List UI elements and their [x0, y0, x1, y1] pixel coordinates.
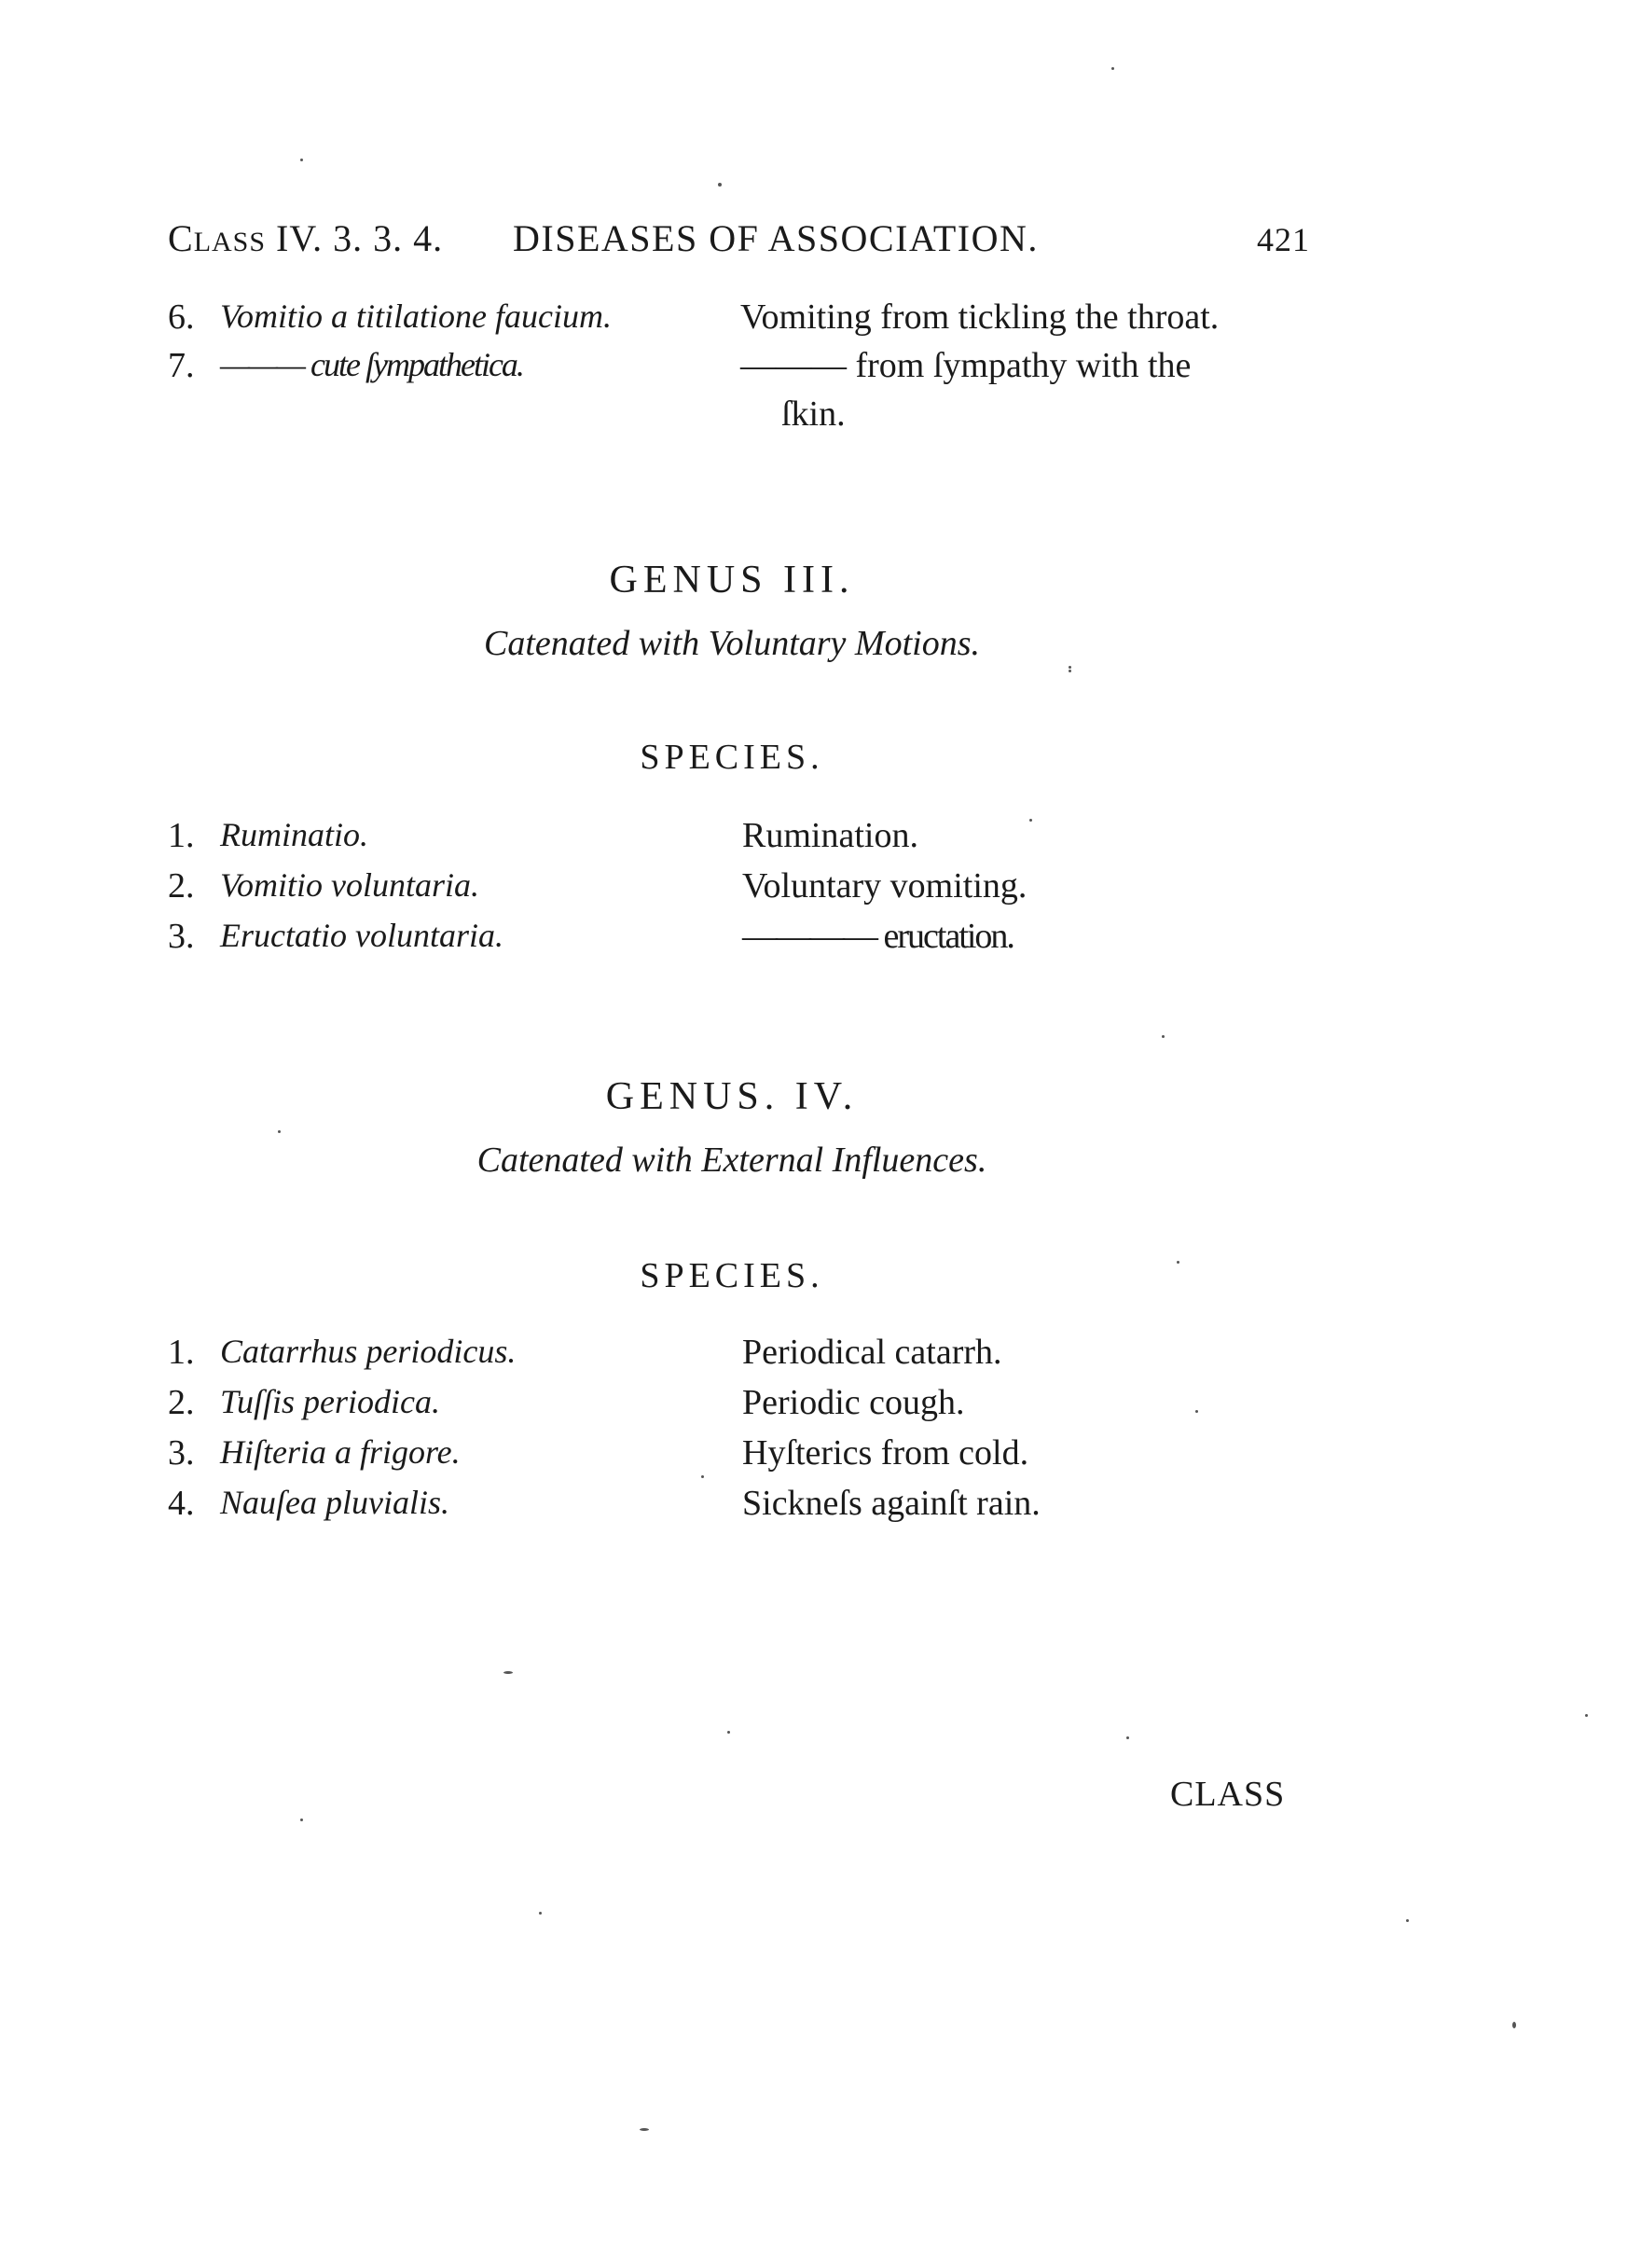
- scan-speck: [1585, 1714, 1588, 1717]
- genus-subtitle: Catenated with Voluntary Motions.: [484, 624, 980, 663]
- entry-number: 3.: [168, 917, 195, 956]
- english-name: Periodic cough.: [742, 1383, 965, 1422]
- scan-speck: [1029, 819, 1032, 822]
- scan-speck: [503, 1671, 513, 1674]
- english-name: ———— eructation.: [742, 917, 1014, 956]
- list-item: [168, 1382, 1310, 1429]
- latin-name: Ruminatio.: [220, 816, 368, 853]
- list-item: [168, 1483, 1310, 1529]
- class-label-numbers: IV. 3. 3. 4.: [276, 217, 444, 259]
- scan-speck: [1162, 1035, 1165, 1038]
- genus-title: GENUS. IV.: [605, 1075, 859, 1118]
- latin-name: Eructatio voluntaria.: [220, 917, 503, 954]
- english-name: Vomiting from tickling the throat.: [740, 297, 1220, 337]
- english-name: Sickneſs againſt rain.: [742, 1484, 1041, 1523]
- english-continuation: ſkin.: [781, 394, 846, 434]
- scan-speck: [300, 159, 303, 161]
- list-item: [168, 1332, 1310, 1378]
- species-heading: SPECIES.: [640, 1256, 824, 1295]
- scan-speck: [1177, 1261, 1179, 1264]
- scan-speck: [300, 1819, 303, 1821]
- scan-speck: [1069, 670, 1071, 672]
- scan-speck: [1195, 1410, 1198, 1413]
- scan-speck: [278, 1130, 281, 1133]
- scan-speck: [1069, 666, 1071, 669]
- entry-number: 1.: [168, 816, 195, 855]
- catchword: CLASS: [1170, 1775, 1286, 1814]
- list-item: [168, 865, 1310, 912]
- page-number: 421: [1257, 221, 1310, 258]
- entry-number: 4.: [168, 1484, 195, 1523]
- english-name: Hyſterics from cold.: [742, 1433, 1029, 1473]
- scan-speck: [701, 1475, 704, 1478]
- scan-speck: [539, 1912, 542, 1915]
- entry-number: 1.: [168, 1333, 195, 1372]
- scan-speck: [1406, 1919, 1409, 1922]
- running-header: [168, 216, 1310, 263]
- list-item: [168, 916, 1310, 962]
- list-item: [168, 345, 1310, 392]
- scan-speck: [640, 2128, 649, 2131]
- latin-name: Vomitio voluntaria.: [220, 866, 479, 904]
- class-label: [168, 216, 443, 260]
- latin-name: Catarrhus periodicus.: [220, 1333, 517, 1370]
- scan-speck: [718, 183, 722, 187]
- genus-title: GENUS III.: [609, 559, 855, 602]
- entry-number: 3.: [168, 1433, 195, 1473]
- latin-name: ——— cute ſympathetica.: [220, 346, 523, 383]
- list-item: [168, 297, 1310, 343]
- species-heading: SPECIES.: [640, 738, 824, 777]
- entry-number: 2.: [168, 866, 195, 906]
- latin-name: Hiſteria a frigore.: [220, 1433, 461, 1471]
- entry-number: 6.: [168, 297, 195, 337]
- latin-name: Vomitio a titilatione faucium.: [220, 297, 612, 335]
- list-item: [168, 815, 1310, 862]
- entry-number: 7.: [168, 346, 195, 385]
- latin-name: Nauſea pluvialis.: [220, 1484, 449, 1521]
- latin-name: Tuſſis periodica.: [220, 1383, 441, 1420]
- class-label-rest: LASS: [193, 227, 267, 257]
- genus-subtitle: Catenated with External Influences.: [476, 1141, 987, 1180]
- scan-speck: [1126, 1736, 1129, 1739]
- class-label-initial: C: [168, 217, 194, 259]
- english-name: Rumination.: [742, 816, 918, 855]
- list-item: [168, 1432, 1310, 1479]
- scan-speck: [727, 1731, 730, 1734]
- scan-speck: [1111, 67, 1114, 70]
- running-title: DISEASES OF ASSOCIATION.: [513, 217, 1039, 259]
- english-name: Periodical catarrh.: [742, 1333, 1002, 1372]
- entry-number: 2.: [168, 1383, 195, 1422]
- english-name: Voluntary vomiting.: [742, 866, 1027, 906]
- english-name: ——— from ſympathy with the: [740, 346, 1192, 385]
- scan-speck: [1512, 2022, 1516, 2028]
